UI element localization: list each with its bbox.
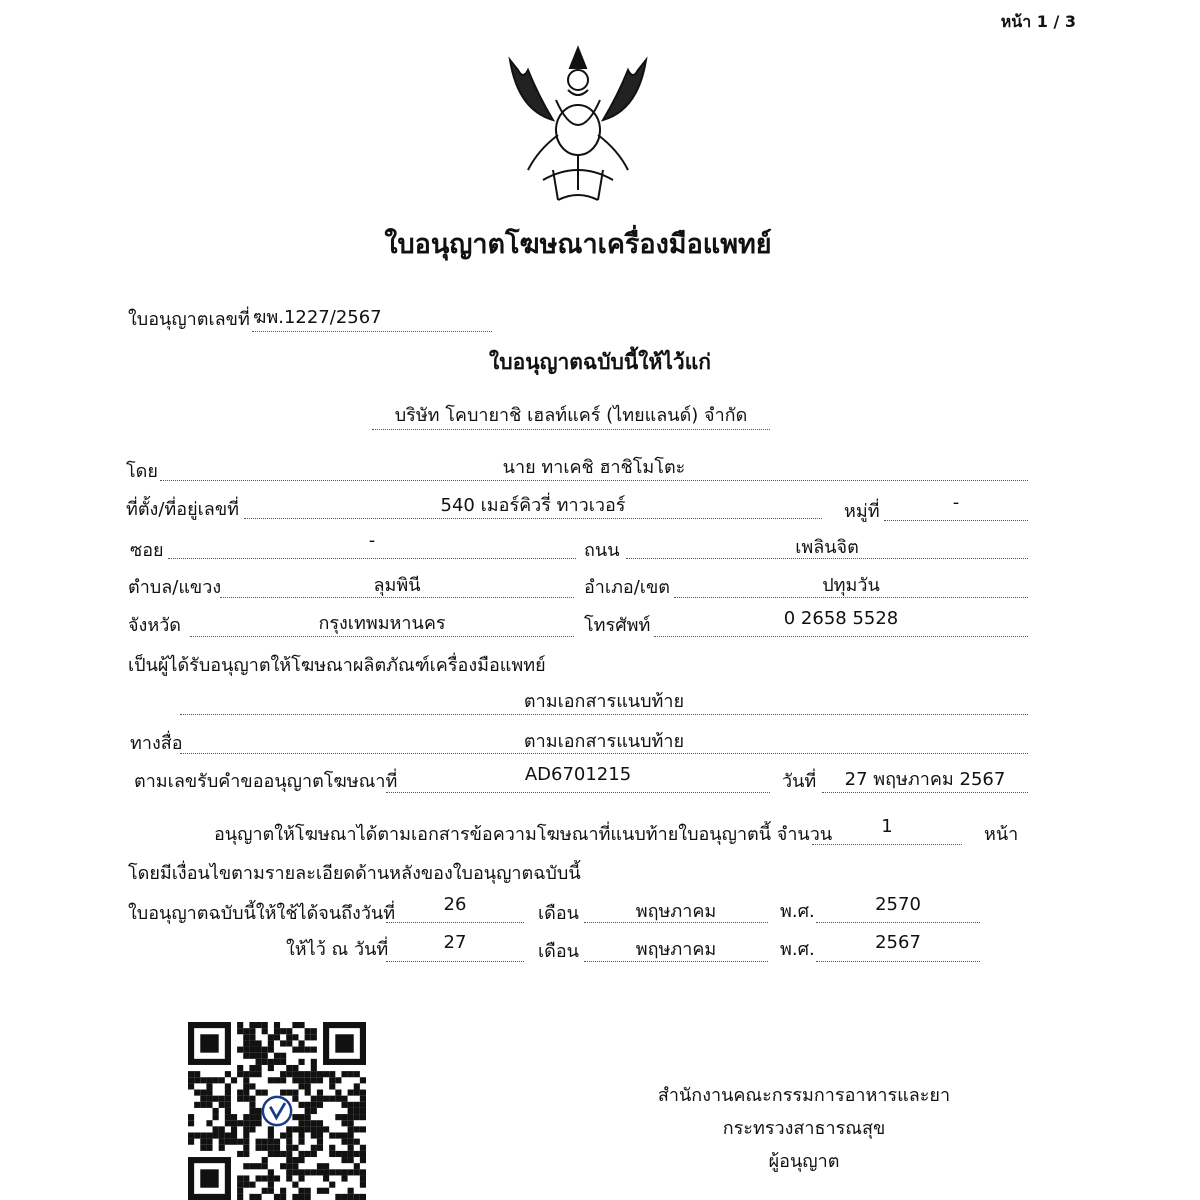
document-title: ใบอนุญาตโฆษณาเครื่องมือแพทย์ [384,229,772,260]
company-line [372,429,770,430]
issuer-org: สำนักงานคณะกรรมการอาหารและยา [657,1085,951,1106]
subdistrict-value: ลุมพินี [373,575,421,596]
road-label: ถนน [584,540,620,561]
license-no-label: ใบอนุญาตเลขที่ [128,309,250,330]
address-value: 540 เมอร์คิวรี่ ทาวเวอร์ [440,495,626,516]
province-label: จังหวัด [128,615,181,636]
pages-unit: หน้า [984,824,1019,845]
issued-label: ให้ไว้ ณ วันที่ [286,939,389,960]
valid-month-label: เดือน [538,903,579,924]
issued-month-line [584,961,768,962]
moo-line [884,520,1028,521]
products-value: ตามเอกสารแนบท้าย [523,691,685,712]
media-label: ทางสื่อ [130,733,183,754]
subdistrict-label: ตำบล/แขวง [128,577,222,598]
issued-to-heading: ใบอนุญาตฉบับนี้ให้ไว้แก่ [489,350,711,374]
request-value: AD6701215 [524,764,632,785]
page-number: หน้า 1 / 3 [1000,12,1076,31]
road-value: เพลินจิต [795,537,859,558]
soi-value: - [368,530,376,551]
issuer-role: ผู้อนุญาต [768,1151,840,1172]
address-line [244,518,822,519]
moo-label: หมู่ที่ [844,501,880,522]
road-line [626,558,1028,559]
pages-line [812,844,962,845]
by-value: นาย ทาเคชิ ฮาชิโมโตะ [502,457,686,478]
by-line [160,480,1028,481]
garuda-emblem-icon [498,40,658,210]
district-line [674,597,1028,598]
issued-year: 2567 [875,932,921,953]
request-date-label: วันที่ [782,771,817,792]
conditions-text: โดยมีเงื่อนไขตามรายละเอียดด้านหลังของใบอนุญาตฉบับนี้ [128,863,581,884]
request-date-value: 27 พฤษภาคม 2567 [844,769,1006,790]
issued-day: 27 [443,932,467,953]
license-no-line [252,331,492,332]
issued-day-line [386,961,524,962]
permit-text: เป็นผู้ได้รับอนุญาตให้โฆษณาผลิตภัณฑ์เครื่องมือแพทย์ [128,655,546,676]
valid-year: 2570 [875,894,921,915]
qr-code-icon[interactable] [188,1022,366,1200]
province-line [190,636,574,637]
pages-text: อนุญาตให้โฆษณาได้ตามเอกสารข้อความโฆษณาที่แนบท้ายใบอนุญาตนี้ จำนวน [214,824,833,845]
valid-day: 26 [443,894,467,915]
request-label: ตามเลขรับคำขออนุญาตโฆษณาที่ [134,771,398,792]
valid-be-label: พ.ศ. [780,901,815,922]
request-line [386,792,770,793]
moo-value: - [952,492,960,513]
media-value: ตามเอกสารแนบท้าย [523,731,685,752]
soi-line [168,558,576,559]
province-value: กรุงเทพมหานคร [318,613,446,634]
issued-be-label: พ.ศ. [780,939,815,960]
pages-count: 1 [881,816,893,837]
valid-day-line [386,922,524,923]
issued-year-line [816,961,980,962]
request-date-line [822,792,1028,793]
issued-month: พฤษภาคม [635,939,717,960]
issued-month-label: เดือน [538,941,579,962]
district-label: อำเภอ/เขต [584,577,670,598]
district-value: ปทุมวัน [822,575,880,596]
address-label: ที่ตั้ง/ที่อยู่เลขที่ [126,499,239,520]
media-line [180,753,1028,754]
subdistrict-line [220,597,574,598]
valid-month: พฤษภาคม [635,901,717,922]
company-name: บริษัท โคบายาชิ เฮลท์แคร์ (ไทยแลนด์) จำกัด [394,405,748,426]
soi-label: ซอย [130,540,164,561]
products-line [180,714,1028,715]
valid-year-line [816,922,980,923]
valid-month-line [584,922,768,923]
phone-line [654,636,1028,637]
by-label: โดย [126,461,158,482]
issuer-ministry: กระทรวงสาธารณสุข [722,1118,886,1139]
phone-value: 0 2658 5528 [783,608,899,629]
phone-label: โทรศัพท์ [584,615,651,636]
valid-until-label: ใบอนุญาตฉบับนี้ให้ใช้ได้จนถึงวันที่ [128,903,396,924]
license-no-value: ฆพ.1227/2567 [253,307,382,328]
